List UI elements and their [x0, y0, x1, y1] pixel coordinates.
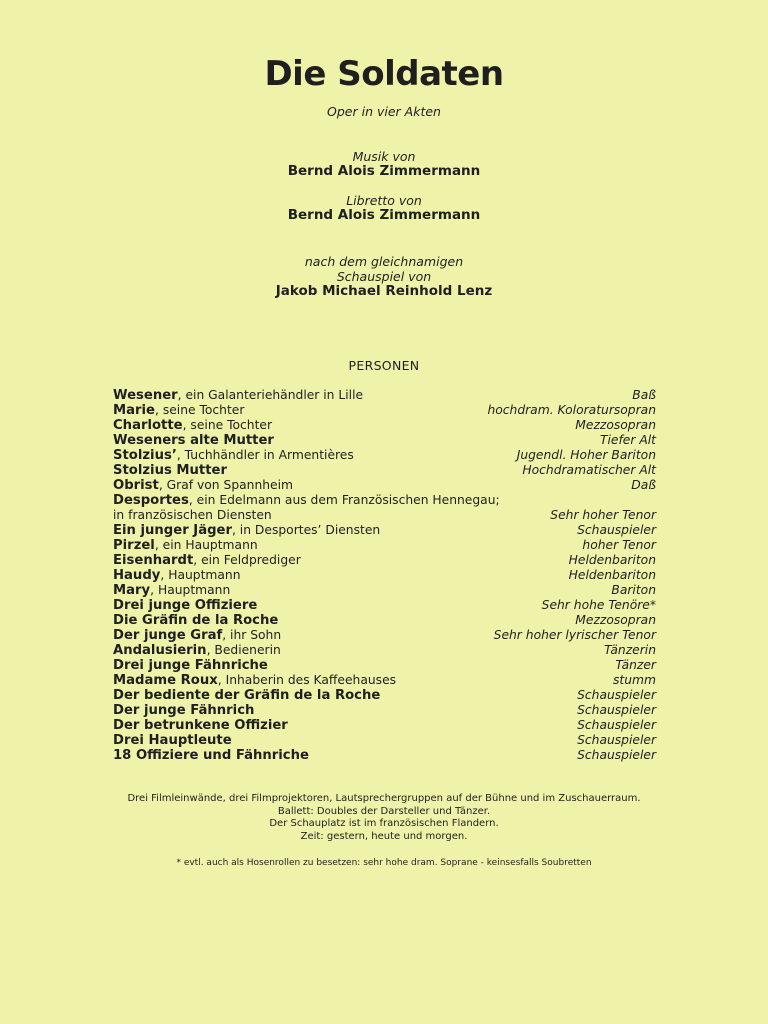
voice-type: stumm	[613, 673, 656, 687]
voice-type: Hochdramatischer Alt	[522, 463, 656, 477]
role-description: , ihr Sohn	[222, 628, 282, 642]
role-description: , Hauptmann	[150, 583, 231, 597]
cast-row	[113, 643, 656, 658]
libretto-credit	[0, 193, 768, 223]
role-name: Desportes	[113, 493, 189, 508]
role-name: Pirzel	[113, 538, 155, 553]
role	[113, 508, 272, 523]
voice-type: Mezzosopran	[575, 418, 656, 432]
cast-row	[113, 388, 656, 403]
note-line: Der Schauplatz ist im französischen Flandern.	[269, 818, 499, 829]
role	[113, 478, 293, 493]
music-credit	[0, 149, 768, 179]
cast-list	[113, 388, 656, 763]
cast-row	[113, 703, 656, 718]
role-description: , Bedienerin	[206, 643, 281, 657]
role	[113, 538, 258, 553]
role-name: Eisenhardt	[113, 553, 194, 568]
music-label: Musik von	[352, 149, 416, 164]
cast-row	[113, 463, 656, 478]
voice-type: Baß	[632, 388, 656, 402]
role-name: Stolzius’	[113, 448, 177, 463]
role	[113, 733, 232, 748]
note-line: Ballett: Doubles der Darsteller und Tänzer.	[277, 805, 491, 817]
voice-type: Bariton	[611, 583, 656, 597]
cast-row	[113, 568, 656, 583]
role	[113, 493, 500, 508]
voice-type: Schauspieler	[577, 703, 656, 717]
voice-type: Jugendl. Hoher Bariton	[516, 448, 656, 462]
libretto-label: Libretto von	[346, 193, 422, 208]
role-name: Der junge Fähnrich	[113, 703, 255, 718]
voice-type: Tänzerin	[604, 643, 656, 657]
voice-type: Daß	[631, 478, 656, 492]
role-name: Haudy	[113, 568, 161, 583]
role	[113, 523, 380, 538]
voice-type: hoher Tenor	[582, 538, 656, 552]
role-description: , in Desportes’ Diensten	[231, 523, 381, 537]
voice-type: Tänzer	[615, 658, 656, 672]
role-description: , ein Feldprediger	[193, 553, 301, 567]
role-name: Der betrunkene Offizier	[113, 718, 288, 733]
cast-row	[113, 613, 656, 628]
role	[113, 403, 244, 418]
role-name: Der bediente der Gräfin de la Roche	[113, 688, 381, 703]
source-line-2: Schauspiel von	[336, 269, 432, 284]
role	[113, 658, 268, 673]
voice-type: Schauspieler	[577, 523, 656, 537]
role-name: Die Gräfin de la Roche	[113, 613, 279, 628]
voice-type: Sehr hoher lyrischer Tenor	[493, 628, 656, 642]
role-description: , ein Galanteriehändler in Lille	[177, 388, 364, 402]
voice-type: Sehr hohe Tenöre*	[541, 598, 656, 612]
source-line-1: nach dem gleichnamigen	[304, 254, 464, 269]
role	[113, 583, 230, 598]
role-description: , Hauptmann	[160, 568, 241, 582]
cast-row	[113, 508, 656, 523]
role-name: Marie	[113, 403, 155, 418]
role	[113, 553, 301, 568]
cast-row	[113, 598, 656, 613]
role-name: Drei junge Offiziere	[113, 598, 258, 613]
cast-row	[113, 493, 656, 508]
voice-type: Heldenbariton	[568, 553, 656, 567]
role-description: , Tuchhändler in Armentières	[176, 448, 354, 462]
role-name: 18 Offiziere und Fähnriche	[113, 748, 309, 763]
cast-row	[113, 433, 656, 448]
voice-type: Mezzosopran	[575, 613, 656, 627]
role-name: Obrist	[113, 478, 159, 493]
role-description: , seine Tochter	[182, 418, 273, 432]
role-name: Der junge Graf	[113, 628, 223, 643]
cast-row	[113, 418, 656, 433]
voice-type: Tiefer Alt	[599, 433, 656, 447]
cast-row	[113, 553, 656, 568]
role-name: Mary	[113, 583, 151, 598]
role-name: Andalusierin	[113, 643, 207, 658]
role	[113, 598, 257, 613]
role	[113, 613, 278, 628]
role-name: Ein junger Jäger	[113, 523, 232, 538]
role-name: Wesener	[113, 388, 178, 403]
voice-type: Schauspieler	[577, 688, 656, 702]
role	[113, 688, 380, 703]
personen-heading: PERSONEN	[348, 358, 420, 373]
cast-row	[113, 448, 656, 463]
role	[113, 748, 309, 763]
footnote: * evtl. auch als Hosenrollen zu besetzen: sehr hohe dram. Soprane - keinsesfalls Soubretten	[176, 858, 592, 868]
composer-name: Bernd Alois Zimmermann	[287, 163, 481, 179]
role-description: , ein Edelmann aus dem Französischen Hennegau;	[188, 493, 500, 507]
voice-type: Heldenbariton	[568, 568, 656, 582]
cast-row	[113, 718, 656, 733]
role	[113, 673, 396, 688]
cast-row	[113, 688, 656, 703]
cast-row	[113, 658, 656, 673]
voice-type: hochdram. Koloratursopran	[487, 403, 656, 417]
note-line: Drei Filmleinwände, drei Filmprojektoren, Lautsprechergruppen auf der Bühne und im Zuschauerraum.	[127, 793, 641, 804]
role	[113, 703, 254, 718]
cast-row	[113, 523, 656, 538]
role-description: , seine Tochter	[155, 403, 245, 417]
role	[113, 448, 354, 463]
playwright-name: Jakob Michael Reinhold Lenz	[275, 283, 493, 299]
role-name: Drei junge Fähnriche	[113, 658, 268, 673]
role	[113, 568, 241, 583]
role-name: Madame Roux	[113, 673, 218, 688]
cast-row	[113, 538, 656, 553]
librettist-name: Bernd Alois Zimmermann	[287, 207, 481, 223]
role-description: , ein Hauptmann	[154, 538, 258, 552]
cast-row	[113, 403, 656, 418]
role-name: Weseners alte Mutter	[113, 433, 274, 448]
voice-type: Schauspieler	[577, 733, 656, 747]
note-line: Zeit: gestern, heute und morgen.	[300, 830, 468, 842]
role	[113, 643, 281, 658]
role-description: , Inhaberin des Kaffeehauses	[217, 673, 397, 687]
staging-notes	[0, 793, 768, 843]
subtitle: Oper in vier Akten	[327, 104, 441, 119]
role	[113, 388, 363, 403]
cast-row	[113, 733, 656, 748]
cast-row	[113, 583, 656, 598]
voice-type: Schauspieler	[577, 718, 656, 732]
role	[113, 433, 274, 448]
role-description: in französischen Diensten	[113, 508, 272, 522]
role	[113, 718, 288, 733]
cast-row	[113, 748, 656, 763]
role	[113, 418, 272, 433]
cast-row	[113, 478, 656, 493]
role	[113, 628, 281, 643]
cast-row	[113, 673, 656, 688]
page-title: Die Soldaten	[264, 54, 504, 94]
voice-type: Schauspieler	[577, 748, 656, 762]
cast-row	[113, 628, 656, 643]
source-credit	[0, 254, 768, 299]
voice-type: Sehr hoher Tenor	[550, 508, 656, 522]
role	[113, 463, 227, 478]
role-description: , Graf von Spannheim	[158, 478, 293, 492]
role-name: Stolzius Mutter	[113, 463, 227, 478]
role-name: Charlotte	[113, 418, 183, 433]
role-name: Drei Hauptleute	[113, 733, 232, 748]
